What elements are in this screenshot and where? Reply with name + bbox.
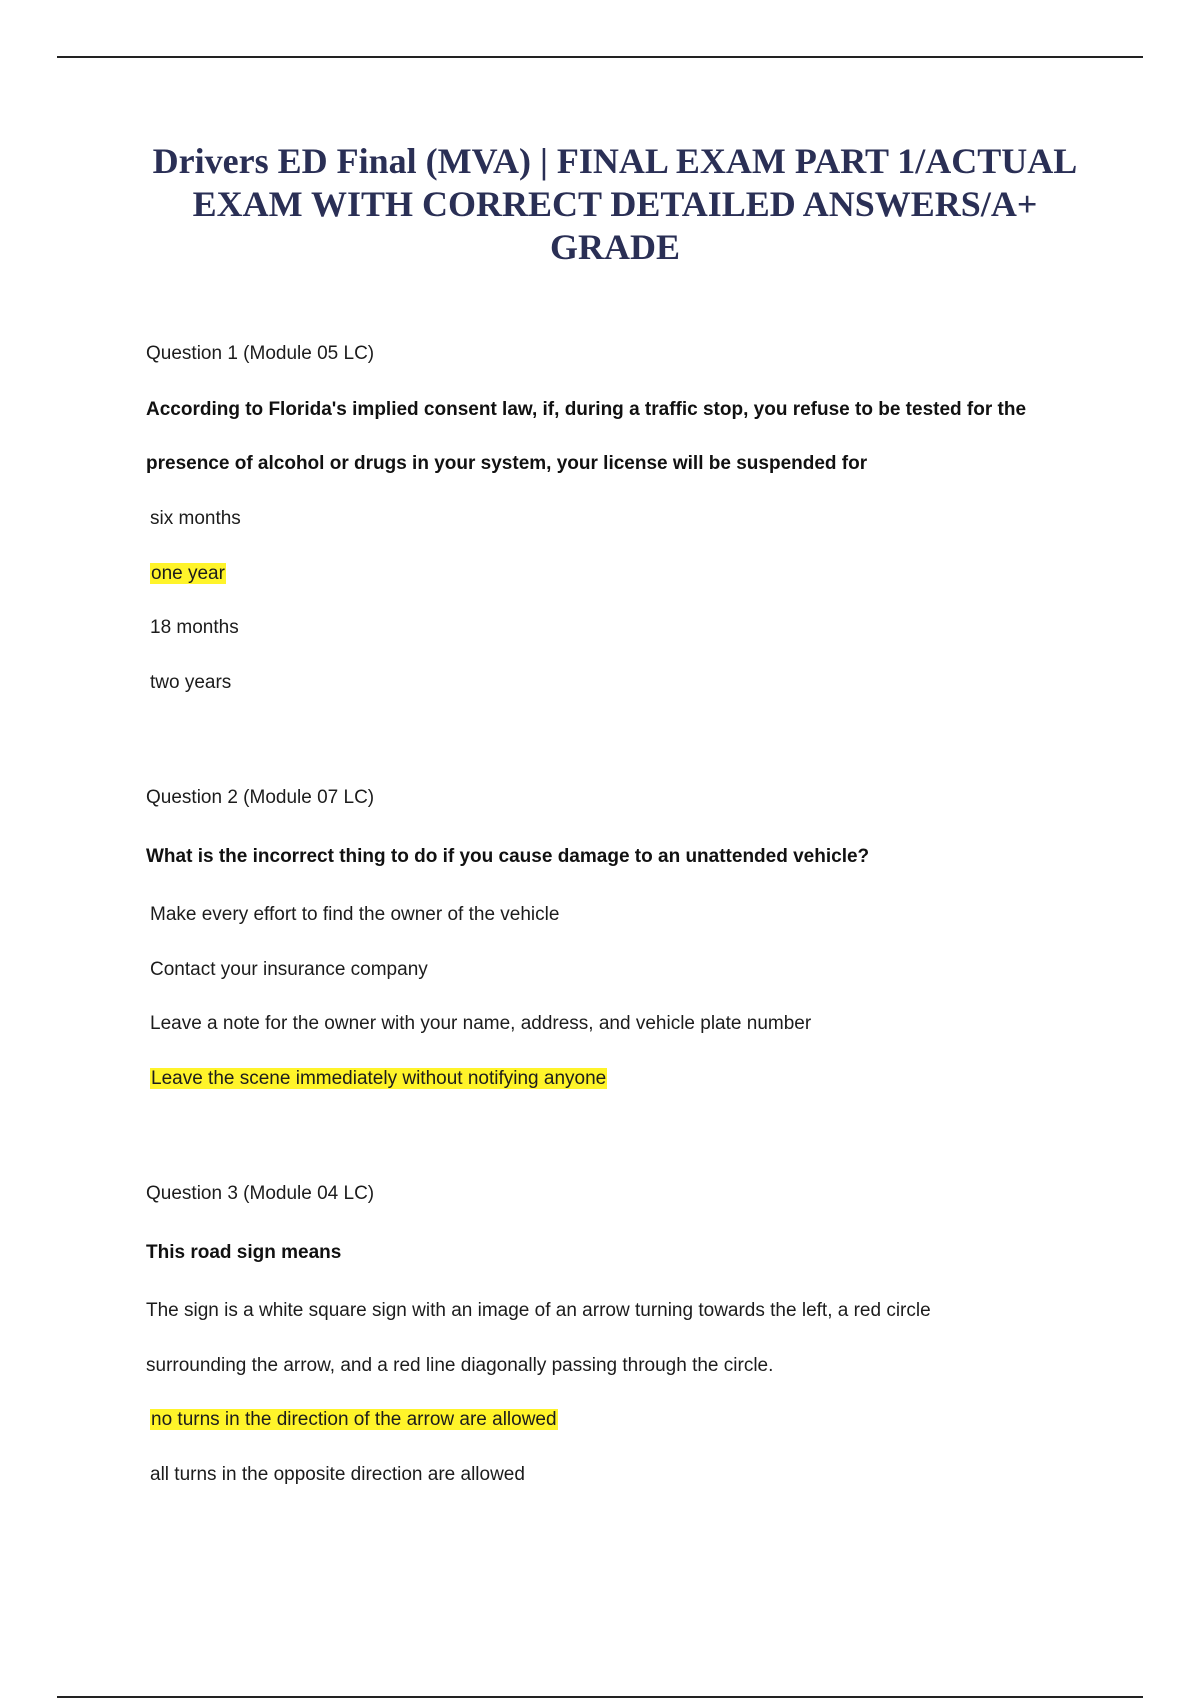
answer-option: six months <box>150 508 241 529</box>
question-prompt-line: presence of alcohol or drugs in your system, your license will be suspended for <box>146 453 868 474</box>
answer-option: all turns in the opposite direction are allowed <box>150 1464 525 1485</box>
highlighted-answer: Leave the scene immediately without notifying anyone <box>151 1068 607 1089</box>
bottom-rule <box>57 1696 1143 1698</box>
question-header: Question 3 (Module 04 LC) <box>146 1183 375 1204</box>
highlighted-answer: no turns in the direction of the arrow are allowed <box>151 1409 557 1430</box>
question-prompt-line: What is the incorrect thing to do if you cause damage to an unattended vehicle? <box>146 846 870 867</box>
answer-option-correct <box>150 1407 558 1433</box>
answer-option: Leave a note for the owner with your name, address, and vehicle plate number <box>150 1013 812 1034</box>
highlighted-answer: one year <box>151 563 225 584</box>
sign-description-line: The sign is a white square sign with an image of an arrow turning towards the left, a red circle <box>146 1300 931 1321</box>
answer-option-correct <box>150 561 226 587</box>
answer-option-correct <box>150 1066 607 1092</box>
document-title: Drivers ED Final (MVA) | FINAL EXAM PART 1/ACTUAL EXAM WITH CORRECT DETAILED ANSWERS/A+ GRADE <box>152 141 1078 267</box>
question-prompt-line: This road sign means <box>146 1242 342 1263</box>
answer-option: two years <box>150 672 232 693</box>
question-header: Question 2 (Module 07 LC) <box>146 787 375 808</box>
answer-option: 18 months <box>150 617 239 638</box>
question-header: Question 1 (Module 05 LC) <box>146 343 375 364</box>
answer-option: Make every effort to find the owner of the vehicle <box>150 904 560 925</box>
question-prompt-line: According to Florida's implied consent law, if, during a traffic stop, you refuse to be tested for the <box>146 399 1027 420</box>
answer-option: Contact your insurance company <box>150 959 428 980</box>
top-rule <box>57 56 1143 58</box>
sign-description-line: surrounding the arrow, and a red line diagonally passing through the circle. <box>146 1355 774 1376</box>
